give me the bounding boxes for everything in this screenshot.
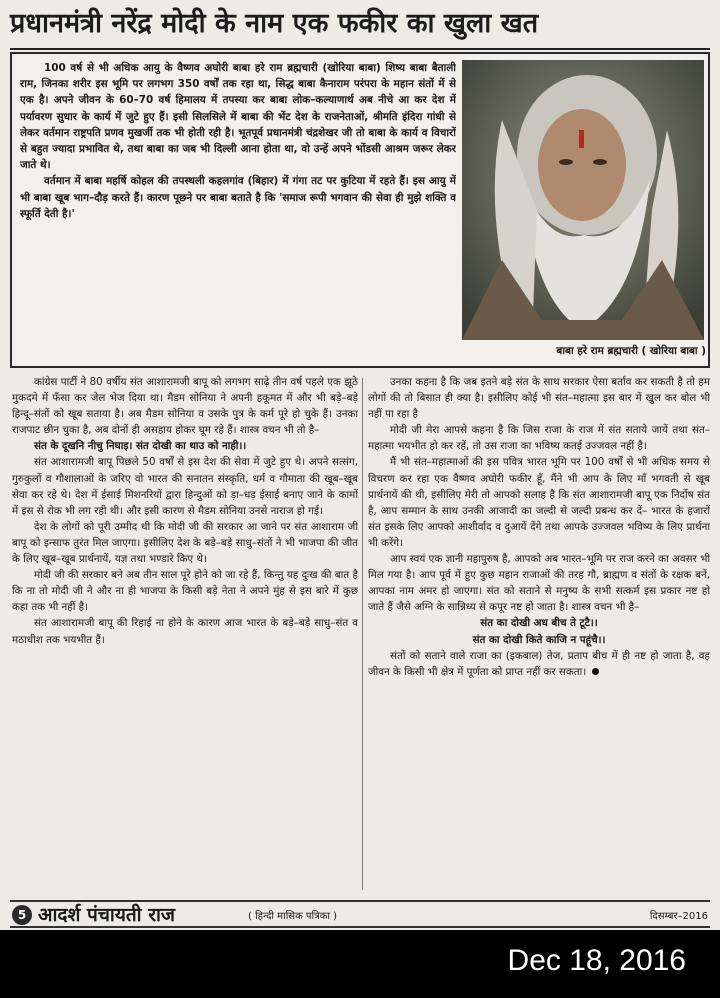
left-column-paragraph: संत आशारामजी बापू पिछले 50 वर्षों से इस देश की सेवा में जुटे हुए थे। अपने सत्संग, गुरुकुलों व गौशालाओं के जरिए वो भारत की सनातन संस्कृति, धर्म व गौमाता की खूब–खूब सेवा कर रहे थे। देश में ईसाई मिशनरियों द्वारा हिन्दुओं को ड़ा–धड़ ईसाई बनाए जाने के कामों में इस से रोक भी लग रही थी। और इसी कारण से मैडम सोनिया उनसे नाराज हो गई। — [12, 456, 358, 517]
photo-caption: बाबा हरे राम ब्रह्मचारी ( खोरिया बाबा ) — [556, 345, 706, 357]
intro-box — [10, 52, 710, 368]
intro-text — [20, 60, 456, 360]
issue-date: दिसम्बर–2016 — [649, 911, 708, 922]
baba-photo — [462, 60, 704, 340]
magazine-subtitle: ( हिन्दी मासिक पत्रिका ) — [248, 911, 338, 922]
right-column-paragraph: आप स्वयं एक ज्ञानी महापुरुष है, आपको अब भारत–भूमि पर राज करने का अवसर भी मिल गया है। आप पूर्व में हुए कुछ महान राजाओं की तरह गौ, ब्राह्मण व संतों के रक्षक बनें, आपका नाम अमर हो जाएगा। संत को सताने से मनुष्य के सभी सत्कर्म इस प्रकार नष्ट हो जाते हैं जैसे अग्नि के सान्निध्य से कपूर नष्ट हो जाता है। शास्त्र वचन भी है– — [368, 553, 710, 614]
left-column-paragraph: संत के दूखनि नीचु निघाइ। संत दोखी का थाउ को नाही।। — [34, 440, 247, 453]
right-column-paragraph: संत का दोखी अध बीच ते टूटै।। — [480, 617, 598, 630]
photo-timestamp: Dec 18, 2016 — [507, 944, 686, 977]
left-column-paragraph: कांग्रेस पार्टी ने 80 वर्षीय संत आशारामजी बापू को लगभग साढ़े तीन वर्ष पहले एक झूठे मुकदमे में फँसा कर जेल भेज दिया था। मैडम सोनिया ने अपनी हकूमत में और भी बड़े–बड़े हिन्दू–संतों को खूब सताया है। अब मैडम सोनिया व उसके पुत्र के कर्म पूरे हो चुके हैं। उनका राजपाट छीन चुका है, अब दोनों ही असहाय होकर घूम रहे हैं। शास्त्र वचन भी तो है– — [12, 376, 358, 437]
column-divider — [362, 378, 363, 890]
magazine-footer — [10, 900, 710, 928]
headline-rule — [10, 48, 710, 50]
right-column-paragraph: मोदी जी मेरा आपसे कहना है कि जिस राजा के राज में संत सताये जायें तथा संत–महात्मा भयभीत हो कर रहें, तो उस राजा का भविष्य कतई उज्जवल नहीं है। — [368, 424, 710, 453]
intro-paragraph-1: 100 वर्ष से भी अधिक आयु के वैष्णव अघोरी बाबा हरे राम ब्रह्मचारी (खोरिया बाबा) शिष्य बाबा बैताली राम, जिनका शरीर इस भूमि पर लगभग 350 वर्षों तक रहा था, सिद्ध बाबा कैनाराम परंपरा के महान संतों में से एक है। अपने जीवन के 60–70 वर्ष हिमालय में तपस्या कर बाबा लोक–कल्याणार्थ अब नीचे आ कर देश में पर्यावरण सुधार के कार्य में जुटे हुए हैं। इसी सिलसिले में बाबा की भेंट देश के राजनेताओं, श्रीमति इंदिरा गांधी से लेकर वर्तमान राष्ट्रपति प्रणव मुखर्जी तक भी होती रही है। भूतपूर्व प्रधानमंत्री चंद्रशेखर जी तो बाबा के कार्य व विचारों से बहुत ज्यादा प्रभावित थे, तथा बाबा का जब भी दिल्ली आना होता था, वो उन्हें अपने भोंडसी आश्रम जरूर लेकर जाते थे। — [20, 62, 456, 172]
right-column-paragraph: संतों को सताने वाले राजा का (इकबाल) तेज, प्रताप बीच में ही नष्ट हो जाता है, वह जीवन के किसी भी क्षेत्र में पूर्णता को प्राप्त नहीं कर सकता। — [368, 649, 710, 678]
magazine-title: आदर्श पंचायती राज — [38, 904, 175, 926]
page-number: 5 — [12, 905, 32, 925]
left-column-paragraph: संत आशारामजी बापू की रिहाई ना होने के कारण आज भारत के बड़े–बड़े साधु–संत व मठाधीश तक भयभीत हैं। — [12, 617, 358, 646]
right-column-paragraph: संत का दोखी किते काजि न पहूंचै।। — [472, 633, 606, 646]
headline: प्रधानमंत्री नरेंद्र मोदी के नाम एक फकीर का खुला खत — [10, 8, 539, 39]
right-column-paragraph: उनका कहना है कि जब इतने बड़े संत के साथ सरकार ऐसा बर्ताव कर सकती है तो हम लोगों की तो बिसात ही क्या है। इसीलिए कोई भी संत–महात्मा इस बार में खुल कर बोल भी नहीं पा रहा है — [368, 376, 710, 421]
right-column-paragraph: मैं भी संत–महात्माओं की इस पवित्र भारत भूमि पर 100 वर्षों से भी अधिक समय से विचरण कर रहा एक वैष्णव अघोरी फकीर हूँ, मैंने भी आप के लिए माँ भगवती से खूब प्रार्थनायें की थी, इसीलिए मेरी तो आपको सलाह है कि संत आशारामजी बापू एक निर्दोष संत है, आप सम्मान के साथ उनकी आजादी का जल्दी से जल्दी प्रबन्ध कर दें– भारत के हजारों संत इसके लिए आपको आशीर्वाद व दुआयें देंगे तथा आपके उज्जवल भविष्य के लिए प्रार्थना भी करेंगे। — [368, 456, 710, 549]
left-column-paragraph: देश के लोगों को पूरी उम्मीद थी कि मोदी जी की सरकार आ जाने पर संत आशाराम जी बापू को इन्साफ तुरंत मिल जाएगा। इसीलिए देश के बड़े–बड़े साधु–संतों ने भी भाजपा की जीत के लिए खूब–खूब प्रार्थनायें, यज्ञ तथा भण्डारे किए थे। — [12, 520, 358, 566]
right-column — [368, 374, 710, 894]
left-column-paragraph: मोदी जी की सरकार बने अब तीन साल पूरे होने को जा रहे हैं, किन्तु यह दुःख की बात है कि ना तो मोदी जी ने और ना ही भाजपा के किसी बड़े नेता ने अपने मुंह से इस बारे में कुछ कहा तक भी नहीं है। — [12, 569, 358, 614]
article-end-dot — [592, 668, 599, 675]
left-column — [12, 374, 358, 894]
intro-paragraph-2: वर्तमान में बाबा महर्षि कोहल की तपस्थली कहलगांव (बिहार) में गंगा तट पर कुटिया में रहते हैं। इस आयु में भी बाबा खूब भाग–दौड़ करते हैं। कारण पूछने पर बाबा बताते है कि 'समाज रूपी भगवान की सेवा ही मुझे शक्ति व स्फूर्ति देती है।' — [20, 175, 456, 220]
